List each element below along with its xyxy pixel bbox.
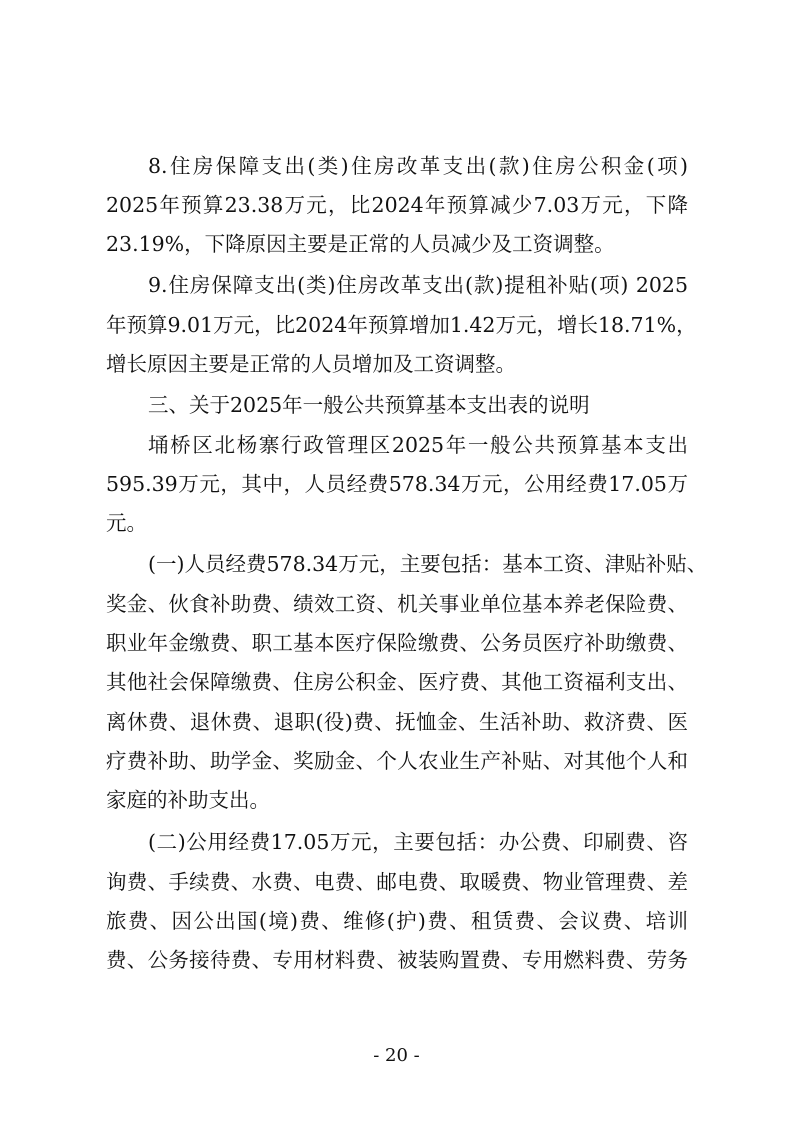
personnel-line-4: 其他社会保障缴费、住房公积金、医疗费、其他工资福利支出、	[106, 670, 688, 694]
paragraph-9-line-3: 增长原因主要是正常的人员增加及工资调整。	[106, 352, 516, 376]
paragraph-9-line-1: 9.住房保障支出(类)住房改革支出(款)提租补贴(项) 2025	[148, 273, 688, 297]
paragraph-8-line-1: 8.住房保障支出(类)住房改革支出(款)住房公积金(项)	[148, 154, 688, 178]
paragraph-8-line-3: 23.19%，下降原因主要是正常的人员减少及工资调整。	[106, 232, 615, 256]
summary-line-2: 595.39万元，其中，人员经费578.34万元，公用经费17.05万	[106, 472, 688, 496]
section-3-heading: 三、关于2025年一般公共预算基本支出表的说明	[148, 393, 590, 417]
personnel-line-1: (一)人员经费578.34万元，主要包括：基本工资、津贴补贴、	[148, 552, 708, 576]
page-number: - 20 -	[373, 1045, 420, 1066]
personnel-line-2: 奖金、伙食补助费、绩效工资、机关事业单位基本养老保险费、	[106, 592, 688, 616]
personnel-line-3: 职业年金缴费、职工基本医疗保险缴费、公务员医疗补助缴费、	[106, 631, 688, 655]
public-line-1: (二)公用经费17.05万元，主要包括：办公费、印刷费、咨	[148, 830, 688, 854]
paragraph-9-line-2: 年预算9.01万元，比2024年预算增加1.42万元，增长18.71%，	[106, 313, 697, 337]
personnel-line-7: 家庭的补助支出。	[106, 788, 270, 812]
summary-line-1: 埇桥区北杨寨行政管理区2025年一般公共预算基本支出	[148, 433, 688, 457]
public-line-3: 旅费、因公出国(境)费、维修(护)费、租赁费、会议费、培训	[106, 909, 688, 933]
public-line-4: 费、公务接待费、专用材料费、被装购置费、专用燃料费、劳务	[106, 948, 688, 972]
public-line-2: 询费、手续费、水费、电费、邮电费、取暖费、物业管理费、差	[106, 870, 688, 894]
paragraph-8-line-2: 2025年预算23.38万元，比2024年预算减少7.03万元，下降	[106, 193, 688, 217]
summary-line-3: 元。	[106, 511, 147, 535]
personnel-line-5: 离休费、退休费、退职(役)费、抚恤金、生活补助、救济费、医	[106, 710, 688, 734]
personnel-line-6: 疗费补助、助学金、奖励金、个人农业生产补贴、对其他个人和	[106, 749, 688, 773]
